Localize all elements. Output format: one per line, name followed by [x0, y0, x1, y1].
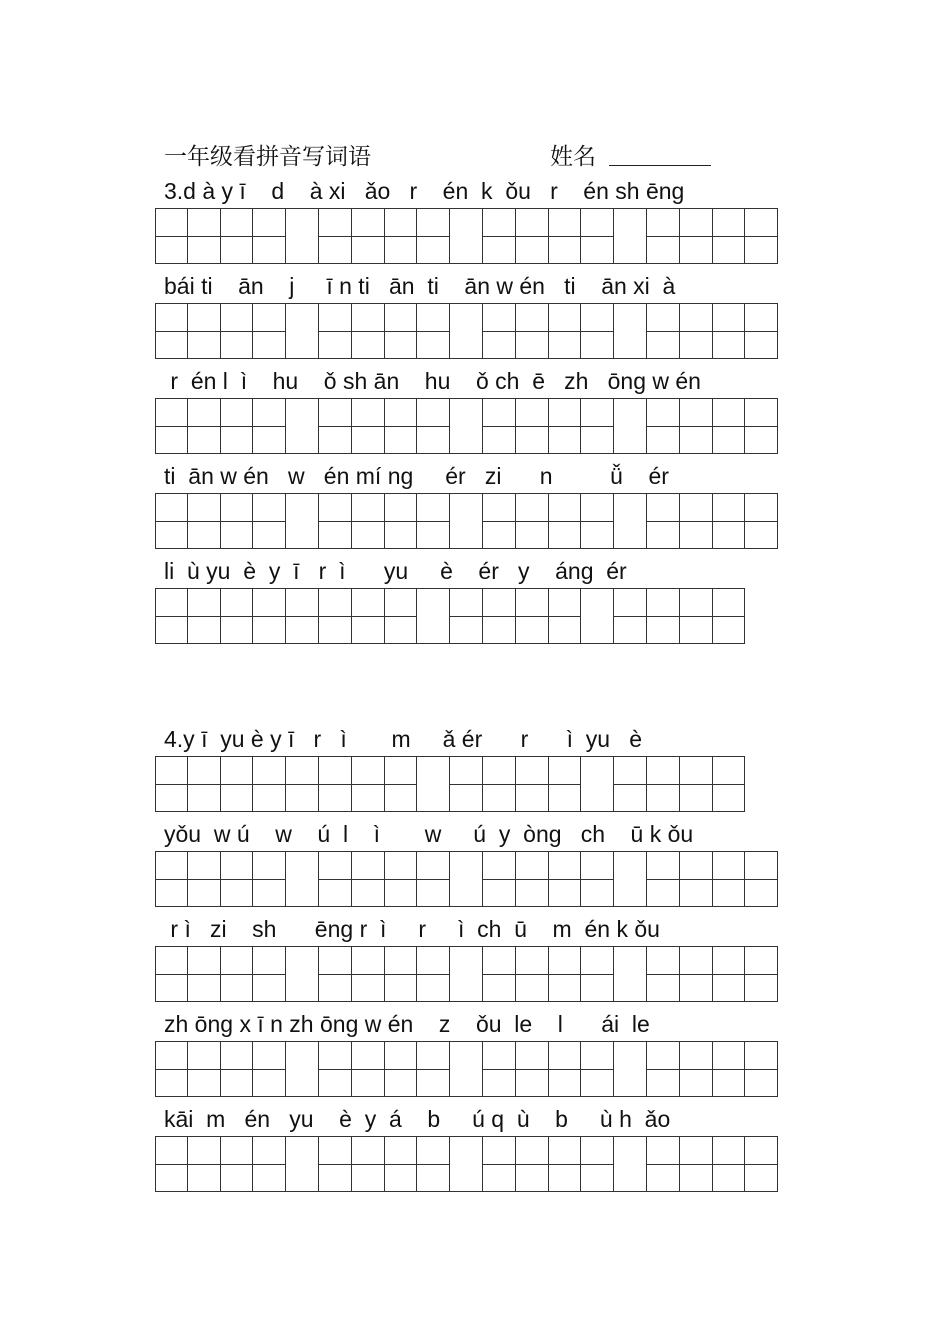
writing-box[interactable]: [417, 946, 450, 1002]
writing-box[interactable]: [614, 588, 647, 644]
writing-box[interactable]: [385, 588, 418, 644]
writing-box[interactable]: [483, 1136, 516, 1192]
writing-box[interactable]: [352, 851, 385, 907]
writing-box[interactable]: [319, 851, 352, 907]
writing-box[interactable]: [319, 398, 352, 454]
writing-box[interactable]: [352, 1136, 385, 1192]
writing-box[interactable]: [253, 1041, 286, 1097]
writing-box[interactable]: [713, 208, 746, 264]
writing-box[interactable]: [319, 208, 352, 264]
spacer-box: [614, 1136, 647, 1192]
writing-box[interactable]: [549, 756, 582, 812]
spacer-box: [286, 208, 319, 264]
writing-box[interactable]: [745, 1136, 778, 1192]
writing-box[interactable]: [385, 303, 418, 359]
writing-box[interactable]: [745, 208, 778, 264]
writing-box[interactable]: [713, 1041, 746, 1097]
pinyin-line: zh ōng x ī n zh ōng w én z ǒu le l ái le: [164, 1011, 650, 1037]
writing-box[interactable]: [549, 851, 582, 907]
writing-box[interactable]: [188, 756, 221, 812]
writing-box[interactable]: [417, 851, 450, 907]
writing-box[interactable]: [549, 493, 582, 549]
writing-box[interactable]: [516, 1136, 549, 1192]
spacer-box: [614, 851, 647, 907]
name-field[interactable]: [609, 165, 711, 166]
writing-box[interactable]: [319, 588, 352, 644]
writing-box[interactable]: [221, 208, 254, 264]
spacer-box: [417, 588, 450, 644]
writing-box[interactable]: [221, 398, 254, 454]
writing-box[interactable]: [647, 398, 680, 454]
writing-box[interactable]: [450, 756, 483, 812]
writing-box[interactable]: [155, 303, 188, 359]
pinyin-line: 4.y ī yu è y ī r ì m ǎ ér r ì yu è: [164, 726, 643, 752]
writing-box[interactable]: [385, 493, 418, 549]
writing-box[interactable]: [155, 588, 188, 644]
writing-box[interactable]: [319, 303, 352, 359]
writing-box[interactable]: [680, 303, 713, 359]
writing-box[interactable]: [253, 493, 286, 549]
writing-box[interactable]: [516, 756, 549, 812]
spacer-box: [581, 756, 614, 812]
spacer-box: [286, 1136, 319, 1192]
writing-box[interactable]: [516, 1041, 549, 1097]
writing-box[interactable]: [680, 208, 713, 264]
spacer-box: [581, 588, 614, 644]
writing-box[interactable]: [549, 208, 582, 264]
spacer-box: [450, 1041, 483, 1097]
writing-grid-row: [155, 756, 745, 812]
writing-box[interactable]: [483, 303, 516, 359]
writing-box[interactable]: [549, 588, 582, 644]
writing-box[interactable]: [745, 1041, 778, 1097]
writing-box[interactable]: [549, 946, 582, 1002]
writing-box[interactable]: [647, 851, 680, 907]
writing-box[interactable]: [417, 208, 450, 264]
writing-box[interactable]: [614, 756, 647, 812]
writing-box[interactable]: [680, 946, 713, 1002]
writing-box[interactable]: [483, 588, 516, 644]
writing-box[interactable]: [516, 493, 549, 549]
writing-box[interactable]: [155, 1041, 188, 1097]
writing-box[interactable]: [286, 588, 319, 644]
writing-box[interactable]: [188, 851, 221, 907]
writing-box[interactable]: [188, 208, 221, 264]
writing-box[interactable]: [713, 303, 746, 359]
writing-box[interactable]: [713, 946, 746, 1002]
writing-box[interactable]: [549, 303, 582, 359]
writing-box[interactable]: [188, 946, 221, 1002]
spacer-box: [614, 1041, 647, 1097]
writing-box[interactable]: [385, 851, 418, 907]
writing-box[interactable]: [319, 1136, 352, 1192]
writing-box[interactable]: [352, 208, 385, 264]
writing-box[interactable]: [483, 398, 516, 454]
writing-box[interactable]: [253, 946, 286, 1002]
writing-box[interactable]: [319, 946, 352, 1002]
writing-box[interactable]: [155, 946, 188, 1002]
writing-box[interactable]: [155, 398, 188, 454]
writing-box[interactable]: [253, 588, 286, 644]
writing-box[interactable]: [581, 303, 614, 359]
writing-box[interactable]: [385, 398, 418, 454]
writing-grid-row: [155, 398, 778, 454]
spacer-box: [286, 303, 319, 359]
writing-box[interactable]: [417, 1136, 450, 1192]
writing-box[interactable]: [221, 851, 254, 907]
spacer-box: [614, 946, 647, 1002]
writing-box[interactable]: [319, 756, 352, 812]
writing-box[interactable]: [253, 398, 286, 454]
writing-box[interactable]: [352, 303, 385, 359]
writing-box[interactable]: [713, 398, 746, 454]
writing-box[interactable]: [483, 1041, 516, 1097]
writing-box[interactable]: [647, 1136, 680, 1192]
writing-box[interactable]: [221, 303, 254, 359]
writing-box[interactable]: [745, 493, 778, 549]
writing-box[interactable]: [647, 208, 680, 264]
writing-box[interactable]: [286, 756, 319, 812]
writing-box[interactable]: [352, 1041, 385, 1097]
pinyin-line: 3.d à y ī d à xi ǎo r én k ǒu r én sh ēng: [164, 178, 685, 204]
spacer-box: [286, 946, 319, 1002]
writing-box[interactable]: [713, 588, 746, 644]
spacer-box: [450, 946, 483, 1002]
writing-box[interactable]: [713, 756, 746, 812]
writing-box[interactable]: [417, 493, 450, 549]
writing-box[interactable]: [516, 208, 549, 264]
writing-box[interactable]: [516, 398, 549, 454]
pinyin-line: kāi m én yu è y á b ú q ù b ù h ǎo: [164, 1106, 671, 1132]
writing-box[interactable]: [221, 493, 254, 549]
pinyin-line: yǒu w ú w ú l ì w ú y òng ch ū k ǒu: [164, 821, 694, 847]
writing-box[interactable]: [713, 493, 746, 549]
writing-grid-row: [155, 303, 778, 359]
writing-box[interactable]: [188, 398, 221, 454]
writing-box[interactable]: [581, 398, 614, 454]
writing-box[interactable]: [483, 756, 516, 812]
writing-box[interactable]: [483, 851, 516, 907]
writing-grid-row: [155, 946, 778, 1002]
spacer-box: [417, 756, 450, 812]
pinyin-line: ti ān w én w én mí ng ér zi n ǚ ér: [164, 463, 669, 489]
writing-box[interactable]: [680, 851, 713, 907]
writing-box[interactable]: [516, 946, 549, 1002]
writing-box[interactable]: [549, 1136, 582, 1192]
writing-box[interactable]: [647, 946, 680, 1002]
writing-box[interactable]: [155, 493, 188, 549]
writing-box[interactable]: [385, 208, 418, 264]
spacer-box: [614, 303, 647, 359]
writing-box[interactable]: [253, 851, 286, 907]
writing-box[interactable]: [188, 1136, 221, 1192]
name-label: 姓名: [550, 144, 596, 170]
spacer-box: [450, 398, 483, 454]
spacer-box: [450, 851, 483, 907]
writing-box[interactable]: [549, 1041, 582, 1097]
writing-box[interactable]: [745, 398, 778, 454]
pinyin-line: li ù yu è y ī r ì yu è ér y áng ér: [164, 558, 627, 584]
writing-grid-row: [155, 1041, 778, 1097]
spacer-box: [286, 851, 319, 907]
writing-box[interactable]: [188, 493, 221, 549]
writing-grid-row: [155, 208, 778, 264]
writing-box[interactable]: [516, 851, 549, 907]
spacer-box: [286, 1041, 319, 1097]
spacer-box: [286, 398, 319, 454]
writing-box[interactable]: [352, 493, 385, 549]
writing-box[interactable]: [745, 303, 778, 359]
pinyin-line: r én l ì hu ǒ sh ān hu ǒ ch ē zh ōng w én: [164, 368, 701, 394]
writing-box[interactable]: [581, 208, 614, 264]
writing-box[interactable]: [680, 493, 713, 549]
writing-box[interactable]: [221, 1136, 254, 1192]
writing-box[interactable]: [680, 398, 713, 454]
writing-box[interactable]: [352, 588, 385, 644]
writing-box[interactable]: [253, 1136, 286, 1192]
writing-box[interactable]: [221, 756, 254, 812]
spacer-box: [614, 208, 647, 264]
writing-box[interactable]: [385, 1041, 418, 1097]
writing-box[interactable]: [253, 208, 286, 264]
worksheet-title: 一年级看拼音写词语: [164, 144, 371, 170]
writing-box[interactable]: [319, 493, 352, 549]
writing-box[interactable]: [155, 851, 188, 907]
writing-box[interactable]: [221, 1041, 254, 1097]
writing-box[interactable]: [680, 756, 713, 812]
writing-box[interactable]: [745, 946, 778, 1002]
writing-box[interactable]: [680, 588, 713, 644]
writing-box[interactable]: [188, 1041, 221, 1097]
writing-box[interactable]: [680, 1041, 713, 1097]
writing-box[interactable]: [483, 946, 516, 1002]
writing-box[interactable]: [417, 1041, 450, 1097]
writing-box[interactable]: [352, 398, 385, 454]
writing-box[interactable]: [188, 588, 221, 644]
writing-box[interactable]: [581, 493, 614, 549]
writing-box[interactable]: [155, 208, 188, 264]
writing-grid-row: [155, 1136, 778, 1192]
writing-box[interactable]: [155, 756, 188, 812]
spacer-box: [450, 1136, 483, 1192]
writing-box[interactable]: [581, 1041, 614, 1097]
writing-box[interactable]: [450, 588, 483, 644]
spacer-box: [450, 208, 483, 264]
pinyin-line: bái ti ān j ī n ti ān ti ān w én ti ān xi à: [164, 273, 676, 299]
writing-box[interactable]: [516, 588, 549, 644]
writing-grid-row: [155, 851, 778, 907]
writing-box[interactable]: [581, 851, 614, 907]
writing-box[interactable]: [221, 588, 254, 644]
writing-box[interactable]: [253, 303, 286, 359]
writing-grid-row: [155, 588, 745, 644]
writing-box[interactable]: [647, 588, 680, 644]
spacer-box: [286, 493, 319, 549]
writing-box[interactable]: [745, 851, 778, 907]
writing-box[interactable]: [221, 946, 254, 1002]
pinyin-line: r ì zi sh ēng r ì r ì ch ū m én k ǒu: [164, 916, 660, 942]
spacer-box: [450, 303, 483, 359]
writing-box[interactable]: [385, 1136, 418, 1192]
writing-box[interactable]: [680, 1136, 713, 1192]
writing-box[interactable]: [713, 851, 746, 907]
writing-box[interactable]: [713, 1136, 746, 1192]
writing-box[interactable]: [385, 756, 418, 812]
writing-box[interactable]: [319, 1041, 352, 1097]
writing-box[interactable]: [155, 1136, 188, 1192]
writing-box[interactable]: [352, 756, 385, 812]
writing-box[interactable]: [483, 208, 516, 264]
writing-grid-row: [155, 493, 778, 549]
spacer-box: [614, 493, 647, 549]
spacer-box: [450, 493, 483, 549]
writing-box[interactable]: [352, 946, 385, 1002]
writing-box[interactable]: [647, 493, 680, 549]
writing-box[interactable]: [385, 946, 418, 1002]
writing-box[interactable]: [647, 1041, 680, 1097]
spacer-box: [614, 398, 647, 454]
writing-box[interactable]: [417, 303, 450, 359]
writing-box[interactable]: [516, 303, 549, 359]
writing-box[interactable]: [483, 493, 516, 549]
writing-box[interactable]: [417, 398, 450, 454]
writing-box[interactable]: [647, 756, 680, 812]
writing-box[interactable]: [647, 303, 680, 359]
writing-box[interactable]: [581, 1136, 614, 1192]
writing-box[interactable]: [253, 756, 286, 812]
writing-box[interactable]: [549, 398, 582, 454]
writing-box[interactable]: [188, 303, 221, 359]
writing-box[interactable]: [581, 946, 614, 1002]
